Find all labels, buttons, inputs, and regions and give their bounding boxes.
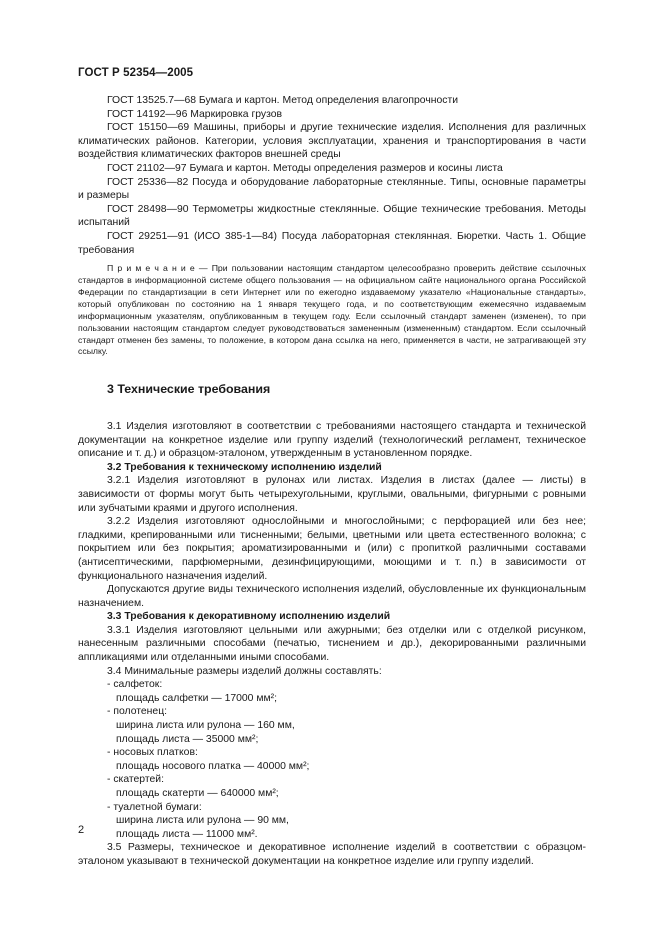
size-value: ширина листа или рулона — 160 мм, [116,720,295,732]
reference-item: ГОСТ 13525.7—68 Бумага и картон. Метод определения влагопрочности [107,95,459,106]
reference-item: ГОСТ 28498—90 Термометры жидкостные стеклянные. Общие технические требования. Методы испытаний [78,203,586,229]
page-number: 2 [78,824,85,836]
clause-3-3-1: 3.3.1 Изделия изготовляют цельными или ажурными; без отделки или с отделкой рисунком, нанесенным различными способами (печатью, тиснением и др.), декорированными различными аппликациями или отделанными иными способами. [78,624,586,664]
clause-3-1: 3.1 Изделия изготовляют в соответствии с требованиями настоящего стандарта и технической документации на конкретное изделие или группу изделий (технологический регламент, техническое описание и т. д.) и образцом-эталоном, утвержденным в установленном порядке. [78,420,586,460]
reference-item: ГОСТ 25336—82 Посуда и оборудование лабораторные стеклянные. Типы, основные параметры и размеры [78,176,586,202]
reference-item: ГОСТ 29251—91 (ИСО 385-1—84) Посуда лабораторная стеклянная. Бюретки. Часть 1. Общие требования [78,230,586,256]
sizes-list [78,678,586,841]
clause-3-4: 3.4 Минимальные размеры изделий должны составлять: [107,665,382,677]
document-body [78,94,586,869]
size-value: площадь носового платка — 40000 мм²; [116,760,310,772]
clause-3-2-1: 3.2.1 Изделия изготовляют в рулонах или листах. Изделия в листах (далее — листы) в зависимости от формы могут быть четырехугольными, круглыми, овальными, фигурными с ровными или зубчатыми краями и другого исполнения. [78,475,586,514]
size-value: площадь листа — 35000 мм²; [116,733,259,745]
size-value: площадь салфетки — 17000 мм²; [116,692,277,704]
reference-item: ГОСТ 15150—69 Машины, приборы и другие технические изделия. Исполнения для различных климатических районов. Категории, условия эксплуатации, хранения и транспортирования в части воздействия климатических факторов внешней среды [78,122,586,161]
clause-3-5: 3.5 Размеры, техническое и декоративное исполнение изделий в соответствии с образцом-эталоном указывают в технической документации на конкретное изделие или группу изделий. [78,842,586,867]
note-paragraph: П р и м е ч а н и е — При пользовании настоящим стандартом целесообразно проверить действие ссылочных стандартов в информационной системе общего пользования — на официальном сайте национального органа Российской Федерации по стандартизации в сети Интернет или по ежегодно издаваемому указателю «Национальные стандарты», который опубликован по состоянию на 1 января текущего года, и по соответствующим ежемесячно издаваемым информационным указателям, опубликованным в текущем году. Если ссылочный стандарт заменен (изменен), то при пользовании настоящим стандартом следует руководствоваться замененным (измененным) стандартом. Если ссылочный стандарт отменен без замены, то положение, в котором дана ссылка на него, применяется в части, не затрагивающей эту ссылку. [78,263,586,357]
clause-3-2-2-continued: Допускаются другие виды технического исполнения изделий, обусловленные их функциональным назначением. [78,584,586,609]
subheading-3-2: 3.2 Требования к техническому исполнению изделий [107,461,382,473]
size-item: - полотенец: [107,706,168,718]
size-item: - скатертей: [107,774,164,786]
size-value: площадь листа — 11000 мм². [116,828,258,840]
size-item: - носовых платков: [107,747,198,759]
reference-item: ГОСТ 21102—97 Бумага и картон. Методы определения размеров и косины листа [107,162,503,174]
size-item: - салфеток: [107,679,163,691]
subheading-3-3: 3.3 Требования к декоративному исполнению изделий [107,611,391,623]
clause-3-2-2: 3.2.2 Изделия изготовляют однослойными и многослойными; с перфорацией или без нее; гладкими, крепированными или тисненными; белыми, цветными или цвета естественного волокна; с покрытием или без покрытия; ароматизированными и (или) с пропиткой различными составами (антисептическими, парфюмерными, дезинфицирующими, моющими и т. п.) в зависимости от функционального назначения изделий. [78,516,586,582]
document-header: ГОСТ Р 52354—2005 [78,67,194,79]
section-heading: 3 Технические требования [107,382,271,397]
reference-item: ГОСТ 14192—96 Маркировка грузов [107,108,283,120]
size-item: - туалетной бумаги: [107,801,202,813]
size-value: площадь скатерти — 640000 мм²; [116,788,279,799]
size-value: ширина листа или рулона — 90 мм, [116,815,289,827]
